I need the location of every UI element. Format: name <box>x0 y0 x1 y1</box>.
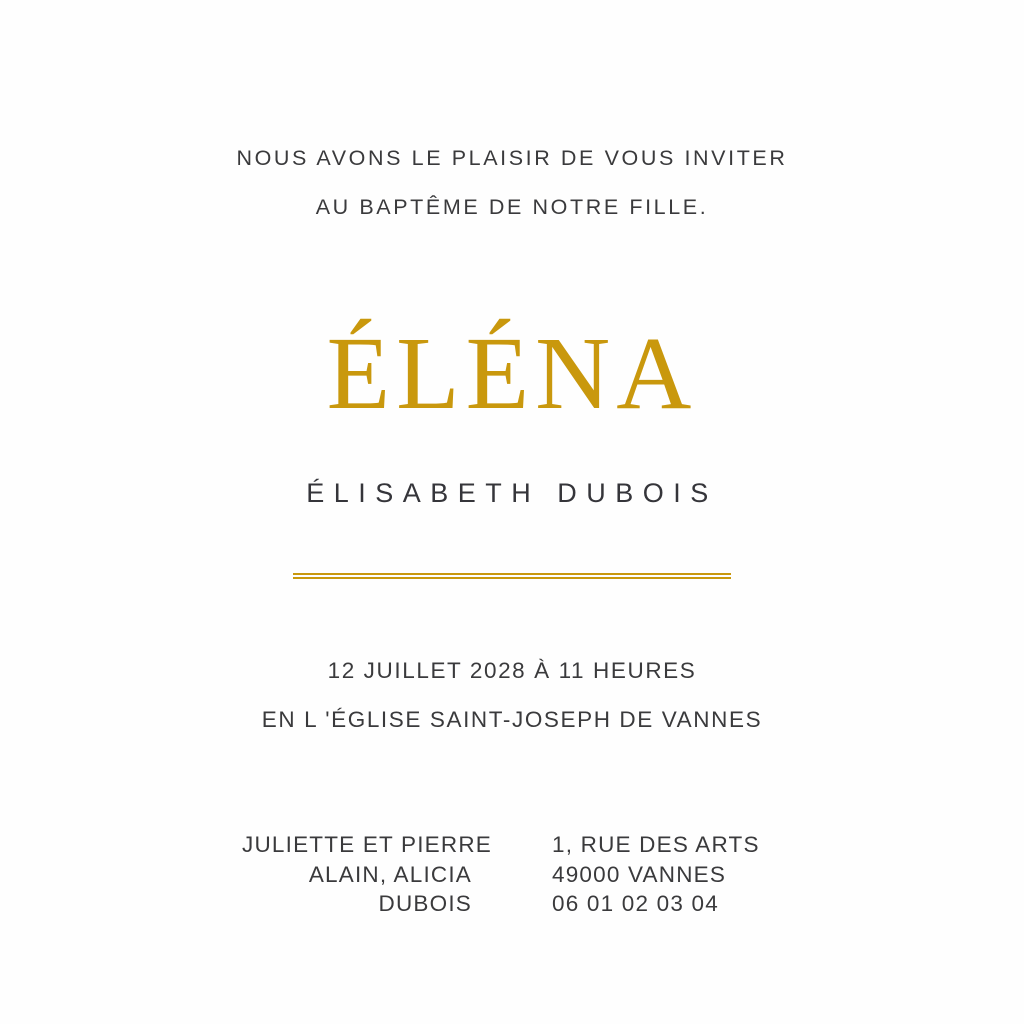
parents-block <box>242 830 492 919</box>
gold-divider <box>293 573 731 579</box>
invitation-footer <box>0 830 1024 919</box>
intro-line-2: AU BAPTÊME DE NOTRE FILLE. <box>315 194 709 219</box>
address-line-1: 1, RUE DES ARTS <box>552 832 760 857</box>
parents-line-3: DUBOIS <box>378 891 472 917</box>
invitation-intro <box>0 148 1024 218</box>
event-location: EN L 'ÉGLISE SAINT-JOSEPH DE VANNES <box>261 706 763 732</box>
parents-line-1: JULIETTE ET PIERRE <box>242 832 492 857</box>
child-first-name: ÉLÉNA <box>326 316 698 431</box>
address-block <box>552 830 782 919</box>
address-line-2: 49000 VANNES <box>552 861 727 887</box>
child-full-name: ÉLISABETH DUBOIS <box>306 478 718 508</box>
divider-rule-top <box>293 573 731 575</box>
event-datetime: 12 JUILLET 2028 À 11 HEURES <box>327 658 697 683</box>
divider-rule-bottom <box>293 577 731 579</box>
intro-line-1: NOUS AVONS LE PLAISIR DE VOUS INVITER <box>236 146 788 170</box>
event-details <box>0 660 1024 731</box>
parents-line-2: ALAIN, ALICIA <box>308 861 472 887</box>
address-phone: 06 01 02 03 04 <box>552 891 719 917</box>
